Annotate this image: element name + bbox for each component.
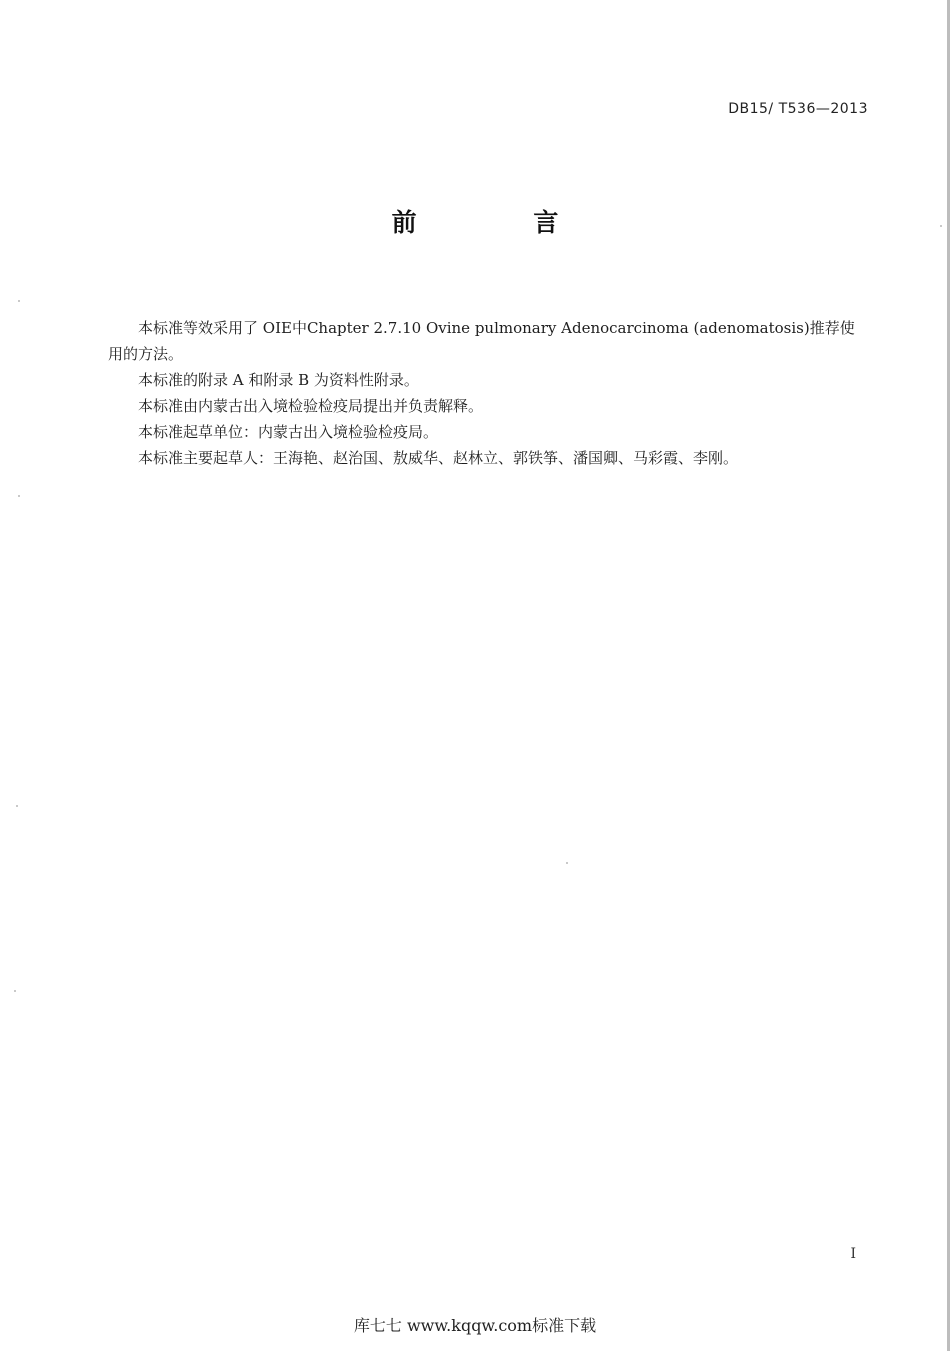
- scan-speck: [16, 805, 18, 807]
- paragraph-proposer: 本标准由内蒙古出入境检验检疫局提出并负责解释。: [138, 397, 484, 415]
- page-title: 前 言: [391, 208, 613, 237]
- paragraph-drafting-unit: 本标准起草单位：内蒙古出入境检验检疫局。: [138, 423, 439, 441]
- page-number: I: [850, 1246, 856, 1262]
- scan-speck: [18, 300, 20, 302]
- foreword-body: [108, 315, 868, 471]
- scan-speck: [940, 225, 942, 227]
- paragraph-adoption: 本标准等效采用了 OIE中Chapter 2.7.10 Ovine pulmonary Adenocarcinoma (adenomatosis)推荐使用的方法。: [108, 319, 855, 363]
- paragraph-appendices: 本标准的附录 A 和附录 B 为资料性附录。: [138, 371, 419, 389]
- scan-speck: [14, 990, 16, 992]
- footer-watermark-text: 库七七 www.kqqw.com标准下载: [353, 1316, 597, 1335]
- document-code: DB15/ T536—2013: [728, 101, 868, 117]
- scan-speck: [566, 862, 568, 864]
- scan-speck: [18, 495, 20, 497]
- paragraph-drafters: 本标准主要起草人：王海艳、赵治国、敖威华、赵林立、郭铁筝、潘国卿、马彩霞、李刚。: [138, 449, 739, 467]
